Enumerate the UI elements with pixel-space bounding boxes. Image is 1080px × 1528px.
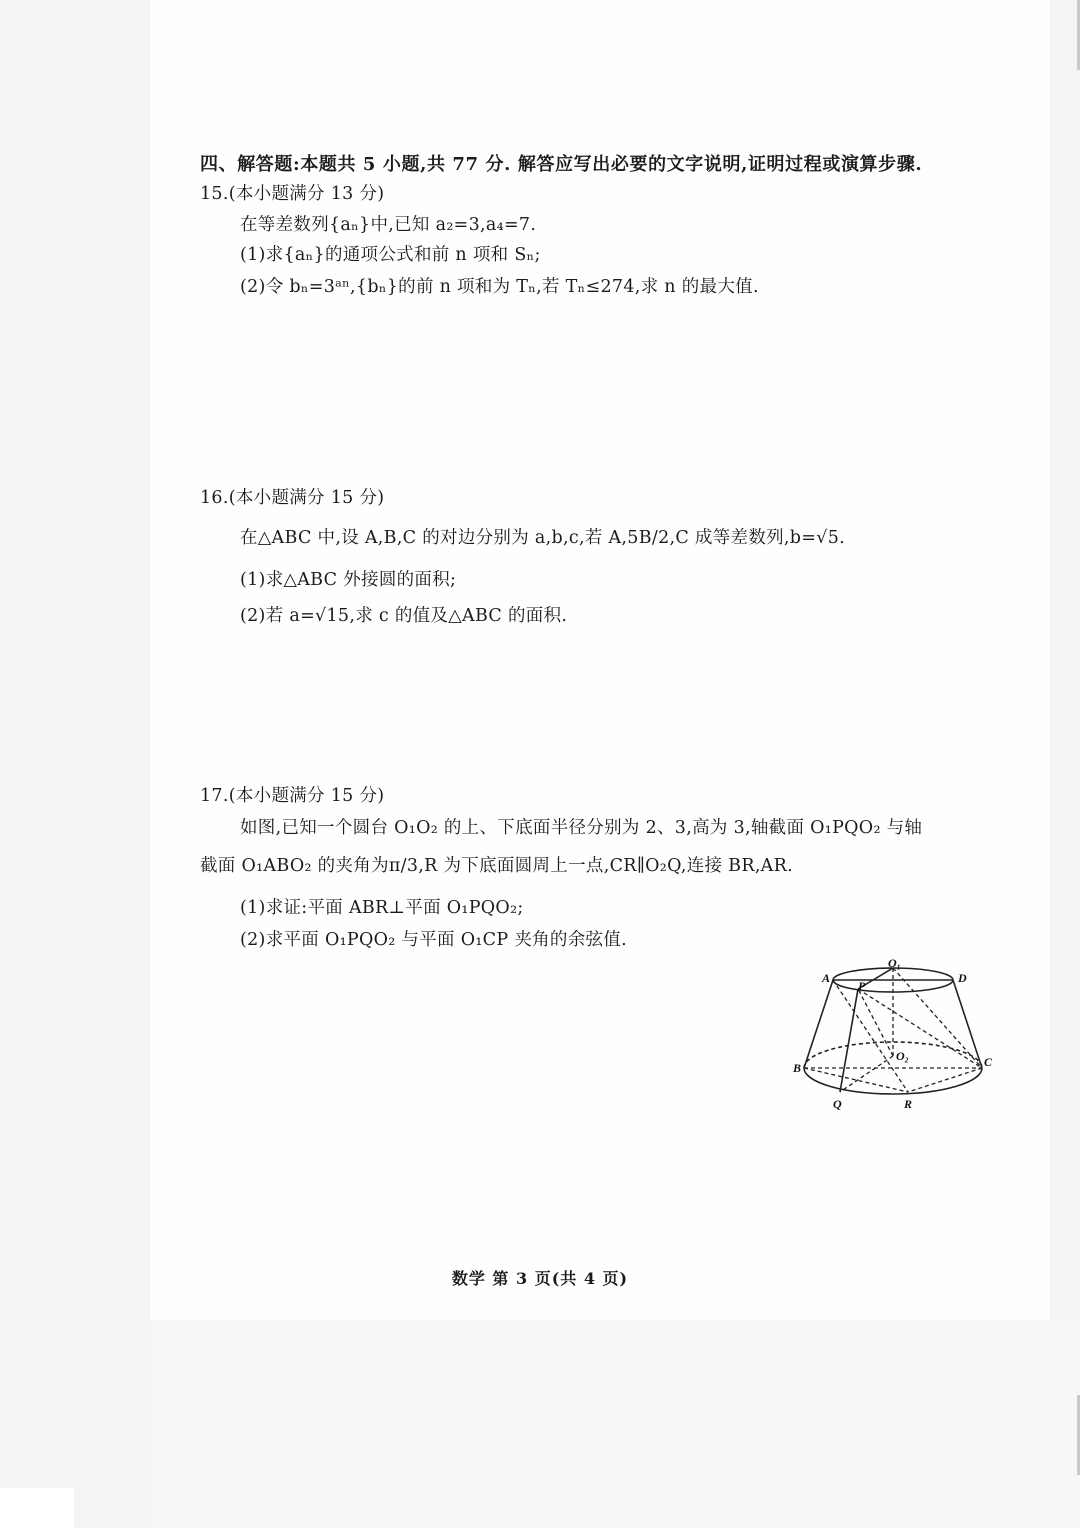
label-Q: Q [833, 1097, 842, 1111]
q15-header: 15.(本小题满分 13 分) [200, 184, 385, 204]
page-lower-margin [150, 1320, 1080, 1528]
section-heading: 四、解答题:本题共 5 小题,共 77 分. 解答应写出必要的文字说明,证明过程或演算步骤. [200, 154, 923, 175]
label-C: C [984, 1055, 993, 1069]
q17-part1: (1)求证:平面 ABR⊥平面 O₁PQO₂; [240, 898, 524, 918]
q16-header: 16.(本小题满分 15 分) [200, 488, 385, 508]
q15-part2: (2)令 bₙ=3ᵃⁿ,{bₙ}的前 n 项和为 Tₙ,若 Tₙ≤274,求 n 的最大值. [240, 277, 759, 297]
q16-part2: (2)若 a=√15,求 c 的值及△ABC 的面积. [240, 606, 568, 626]
scan-corner [0, 1488, 74, 1528]
q17-stem-line1: 如图,已知一个圆台 O₁O₂ 的上、下底面半径分别为 2、3,高为 3,轴截面 O₁PQO₂ 与轴 [240, 818, 923, 838]
segment-O2Q [840, 1056, 893, 1092]
page-footer: 数学 第 3 页(共 4 页) [451, 1269, 629, 1288]
bottom-base-front-arc [804, 1068, 982, 1094]
q16-stem: 在△ABC 中,设 A,B,C 的对边分别为 a,b,c,若 A,5B/2,C 成等差数列,b=√5. [240, 528, 846, 548]
q15-part1: (1)求{aₙ}的通项公式和前 n 项和 Sₙ; [240, 245, 541, 265]
frustum-figure [790, 956, 993, 1128]
generator-DC [953, 980, 982, 1068]
label-O2: O₂ [896, 1049, 909, 1063]
q16-part1: (1)求△ABC 外接圆的面积; [240, 570, 457, 590]
label-O1: O₁ [888, 956, 901, 970]
generator-AB [804, 980, 833, 1068]
segment-BR [804, 1068, 908, 1092]
q17-header: 17.(本小题满分 15 分) [200, 786, 385, 806]
label-R: R [904, 1097, 913, 1111]
q17-stem-line2: 截面 O₁ABO₂ 的夹角为π/3,R 为下底面圆周上一点,CR∥O₂Q,连接 BR,AR. [200, 856, 793, 876]
segment-O2P [858, 989, 893, 1056]
segment-PC [858, 989, 982, 1068]
label-B: B [793, 1061, 802, 1075]
label-P: P [858, 979, 866, 993]
q15-stem: 在等差数列{aₙ}中,已知 a₂=3,a₄=7. [240, 215, 537, 235]
label-A: A [822, 971, 831, 985]
label-D: D [958, 971, 967, 985]
q17-part2: (2)求平面 O₁PQO₂ 与平面 O₁CP 夹角的余弦值. [240, 930, 627, 950]
